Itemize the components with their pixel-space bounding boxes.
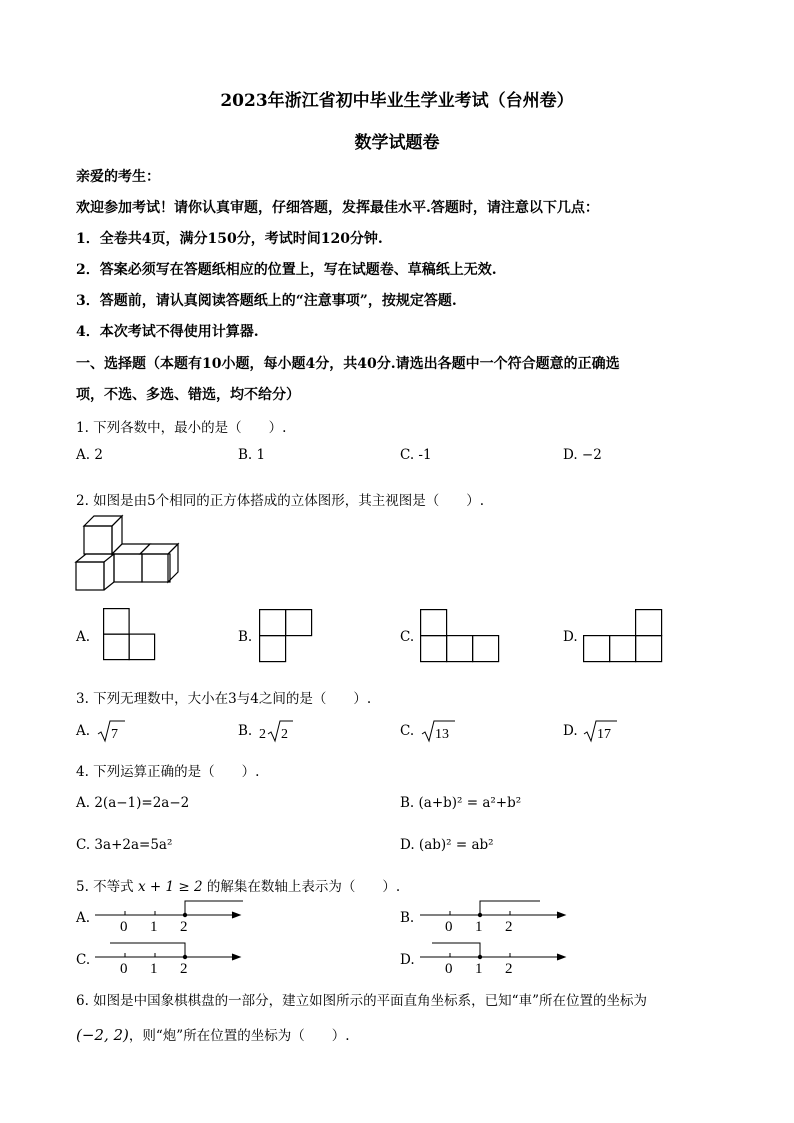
q4-option-d[interactable]: D. (ab)² = ab² [400, 837, 494, 853]
q2-option-b-label[interactable]: B. [238, 629, 253, 645]
q5-option-a-numberline[interactable] [95, 898, 245, 934]
q3-option-a-sqrt[interactable] [97, 718, 127, 744]
q5-d-tick-0: 0 [445, 961, 453, 977]
q2-option-c-label[interactable]: C. [400, 629, 415, 645]
section-heading: 项，不选、多选、错选，均不给分） [76, 387, 300, 403]
page-title: 2023年浙江省初中毕业生学业考试（台州卷） [220, 91, 574, 111]
q6-coordinate: (−2, 2) [76, 1026, 129, 1044]
q6-stem-line2: ，则“炮”所在位置的坐标为（ ）. [128, 1028, 350, 1044]
q5-option-b-numberline[interactable] [420, 898, 570, 934]
q5-a-tick-2: 2 [180, 919, 188, 935]
notice-item: 3．答题前，请认真阅读答题纸上的“注意事项”，按规定答题. [76, 293, 457, 309]
q3-option-d-sqrt[interactable] [583, 718, 619, 744]
q2-option-d-label[interactable]: D. [563, 629, 578, 645]
question-3-stem: 3. 下列无理数中，大小在3与4之间的是（ ）. [76, 691, 372, 707]
question-5-stem [76, 875, 400, 895]
q5-b-tick-2: 2 [505, 919, 513, 935]
q5-c-tick-1: 1 [150, 961, 158, 977]
q5-c-tick-0: 0 [120, 961, 128, 977]
question-2-stem: 2. 如图是由5个相同的正方体搭成的立体图形，其主视图是（ ）. [76, 493, 485, 509]
q1-option-a[interactable]: A. 2 [76, 447, 103, 463]
q5-stem-math: x + 1 ≥ 2 [137, 879, 203, 895]
q1-option-d[interactable]: D. −2 [563, 447, 602, 463]
q5-stem-prefix: 5. 不等式 [76, 879, 134, 895]
q3-d-radicand: 17 [597, 727, 611, 742]
q2-option-d-figure[interactable] [583, 609, 663, 663]
notice-item: 2．答案必须写在答题纸相应的位置上，写在试题卷、草稿纸上无效. [76, 262, 497, 278]
question-1-stem: 1. 下列各数中，最小的是（ ）. [76, 420, 287, 436]
cube-stack-figure [74, 514, 182, 594]
q5-option-d-numberline[interactable] [420, 940, 570, 976]
q5-stem-suffix: 的解集在数轴上表示为（ ）. [206, 879, 401, 895]
notice-greeting: 亲爱的考生： [76, 169, 160, 185]
q2-option-a-figure[interactable] [103, 608, 156, 661]
q3-b-radicand: 2 [281, 727, 288, 742]
q3-a-radicand: 7 [111, 727, 118, 742]
q4-option-a[interactable]: A. 2(a−1)=2a−2 [76, 795, 190, 811]
q3-option-b-sqrt[interactable] [256, 718, 296, 744]
notice-item: 1．全卷共4页，满分150分，考试时间120分钟. [76, 231, 383, 247]
q5-a-tick-1: 1 [150, 919, 158, 935]
q5-option-a-label[interactable]: A. [76, 910, 91, 926]
question-6-stem-cont [76, 1024, 350, 1044]
q3-c-radicand: 13 [435, 727, 449, 742]
q3-b-coefficient: 2 [259, 727, 266, 742]
q3-option-d-label[interactable]: D. [563, 723, 578, 739]
q4-option-b[interactable]: B. (a+b)² = a²+b² [400, 795, 522, 811]
page-subtitle: 数学试题卷 [354, 133, 440, 153]
q5-b-tick-1: 1 [475, 919, 483, 935]
notice-item: 4．本次考试不得使用计算器. [76, 324, 259, 340]
q5-option-c-label[interactable]: C. [76, 952, 91, 968]
q4-option-c[interactable]: C. 3a+2a=5a² [76, 837, 173, 853]
q3-option-a-label[interactable]: A. [76, 723, 91, 739]
q3-option-b-label[interactable]: B. [238, 723, 253, 739]
q2-option-a-label[interactable]: A. [76, 629, 91, 645]
q2-option-b-figure[interactable] [259, 609, 313, 663]
q1-option-c[interactable]: C. -1 [400, 447, 432, 463]
q3-option-c-sqrt[interactable] [421, 718, 457, 744]
q5-d-tick-1: 1 [475, 961, 483, 977]
q5-c-tick-2: 2 [180, 961, 188, 977]
q2-option-c-figure[interactable] [420, 609, 500, 663]
notice-intro: 欢迎参加考试！请你认真审题，仔细答题，发挥最佳水平.答题时，请注意以下几点： [76, 200, 599, 216]
q5-option-c-numberline[interactable] [95, 940, 245, 976]
question-6-stem: 6. 如图是中国象棋棋盘的一部分，建立如图所示的平面直角坐标系，已知“車”所在位置的坐标为 [76, 993, 647, 1009]
q1-option-b[interactable]: B. 1 [238, 447, 266, 463]
q5-option-d-label[interactable]: D. [400, 952, 415, 968]
q3-option-c-label[interactable]: C. [400, 723, 415, 739]
q5-b-tick-0: 0 [445, 919, 453, 935]
section-heading: 一、选择题（本题有10小题，每小题4分，共40分.请选出各题中一个符合题意的正确选 [76, 356, 620, 372]
q5-option-b-label[interactable]: B. [400, 910, 415, 926]
q5-a-tick-0: 0 [120, 919, 128, 935]
question-4-stem: 4. 下列运算正确的是（ ）. [76, 764, 260, 780]
q5-d-tick-2: 2 [505, 961, 513, 977]
